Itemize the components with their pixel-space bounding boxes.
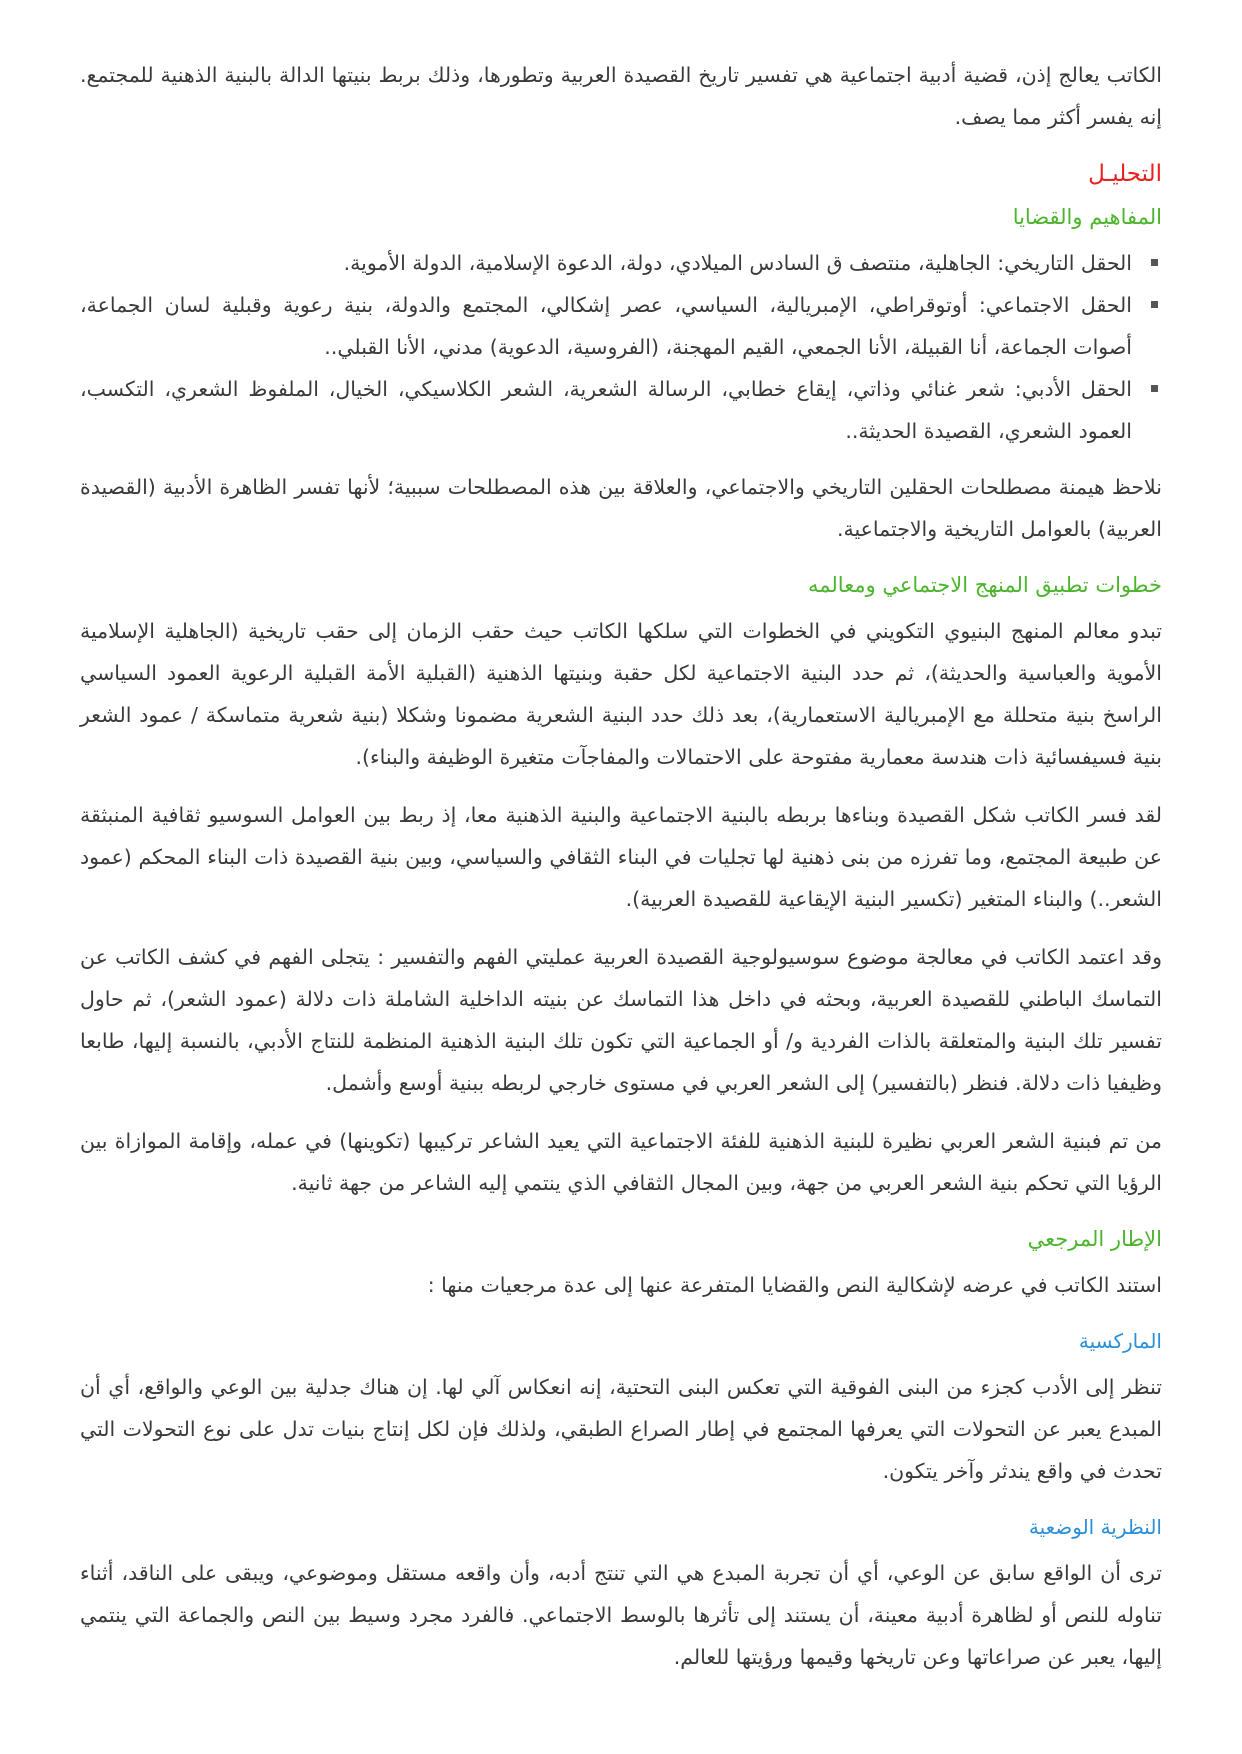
concepts-heading: المفاهيم والقضايا xyxy=(1012,205,1162,229)
list-item-literary-field xyxy=(80,368,1132,452)
steps-heading: خطوات تطبيق المنهج الاجتماعي ومعالمه xyxy=(808,573,1162,597)
concepts-note-paragraph: نلاحظ هيمنة مصطلحات الحقلين التاريخي والاجتماعي، والعلاقة بين هذه المصطلحات سببية؛ لأنها تفسر الظاهرة الأدبية (القصيدة العربية) بالعوامل التاريخية والاجتماعية. xyxy=(80,475,1162,541)
square-bullet-icon xyxy=(1151,385,1158,392)
reference-intro-paragraph: استند الكاتب في عرضه لإشكالية النص والقضايا المتفرعة عنها إلى عدة مرجعيات منها : xyxy=(427,1273,1162,1297)
positivism-heading: النظرية الوضعية xyxy=(1028,1515,1162,1539)
fields-list xyxy=(80,242,1162,452)
list-item-text: الحقل الأدبي: شعر غنائي وذاتي، إيقاع خطابي، الرسالة الشعرية، الشعر الكلاسيكي، الخيال، الملفوظ الشعري، التكسب، العمود الشعري، القصيدة الحديثة.. xyxy=(80,377,1132,443)
list-item-historical-field xyxy=(80,242,1132,284)
reference-heading: الإطار المرجعي xyxy=(1027,1227,1162,1251)
analysis-heading: التحليـل xyxy=(1088,161,1162,187)
list-item-text: الحقل التاريخي: الجاهلية، منتصف ق السادس الميلادي، دولة، الدعوة الإسلامية، الدولة الأموية. xyxy=(343,251,1132,275)
positivism-paragraph: ترى أن الواقع سابق عن الوعي، أي أن تجربة المبدع هي التي تنتج أدبه، وأن واقعه مستقل وموضوعي، ويبقى على الناقد، أثناء تناوله للنص أو لظاهرة أدبية معينة، أن يستند إلى تأثرها بالوسط الاجتماعي. فالفرد مجرد وسيط بين النص والجماعة التي ينتمي إليها، يعبر عن صراعاتها وعن تاريخها وقيمها ورؤيتها للعالم. xyxy=(80,1561,1162,1669)
marxism-paragraph: تنظر إلى الأدب كجزء من البنى الفوقية التي تعكس البنى التحتية، إنه انعكاس آلي لها. إن هناك جدلية بين الوعي والواقع، أي أن المبدع يعبر عن التحولات التي يعرفها المجتمع في إطار الصراع الطبقي، ولذلك فإن لكل إنتاج بنيات تدل على نوع التحولات التي تحدث في واقع يندثر وآخر يتكون. xyxy=(80,1375,1162,1483)
steps-paragraph-3: وقد اعتمد الكاتب في معالجة موضوع سوسيولوجية القصيدة العربية عمليتي الفهم والتفسير : يتجلى الفهم في كشف الكاتب عن التماسك الباطني للقصيدة العربية، وبحثه في داخل هذا التماسك عن بنيته الداخلية الشاملة ذات دلالة (عمود الشعر)، ثم حاول تفسير تلك البنية والمتعلقة بالذات الفردية و/ أو الجماعية التي تكون تلك البنية الذهنية المنظمة للنتاج الأدبي، بالنسبة إليها، طابعا وظيفيا ذات دلالة. فنظر (بالتفسير) إلى الشعر العربي في مستوى خارجي لربطه ببنية أوسع وأشمل. xyxy=(80,945,1162,1095)
list-item-social-field xyxy=(80,284,1132,368)
steps-paragraph-1: تبدو معالم المنهج البنيوي التكويني في الخطوات التي سلكها الكاتب حيث حقب الزمان إلى حقب تاريخية (الجاهلية الإسلامية الأموية والعباسية والحديثة)، ثم حدد البنية الاجتماعية لكل حقبة وبنيتها الذهنية (القبلية الأمة القبلية الرعوية العمود السياسي الراسخ بنية متحللة مع الإمبريالية الاستعمارية)، بعد ذلك حدد البنية الشعرية مضمونا وشكلا (بنية شعرية متماسكة / عمود الشعر بنية فسيفسائية ذات هندسة معمارية مفتوحة على الاحتمالات والمفاجآت متغيرة الوظيفة والبناء). xyxy=(80,619,1162,769)
square-bullet-icon xyxy=(1151,259,1158,266)
marxism-heading: الماركسية xyxy=(1078,1329,1162,1353)
square-bullet-icon xyxy=(1151,301,1158,308)
list-item-text: الحقل الاجتماعي: أوتوقراطي، الإمبريالية، السياسي، عصر إشكالي، المجتمع والدولة، بنية رعوية وقبلية لسان الجماعة، أصوات الجماعة، أنا القبيلة، الأنا الجمعي، القيم المهجنة، (الفروسية، الدعوية) مدني، الأنا القبلي.. xyxy=(80,293,1132,359)
steps-paragraph-2: لقد فسر الكاتب شكل القصيدة وبناءها بربطه بالبنية الاجتماعية والبنية الذهنية معا، إذ ربط بين العوامل السوسيو ثقافية المنبثقة عن طبيعة المجتمع، وما تفرزه من بنى ذهنية لها تجليات في البناء الثقافي والسياسي، وبين بنية القصيدة ذات البناء المحكم (عمود الشعر..) والبناء المتغير (تكسير البنية الإيقاعية للقصيدة العربية). xyxy=(80,803,1162,911)
intro-paragraph: الكاتب يعالج إذن، قضية أدبية اجتماعية هي تفسير تاريخ القصيدة العربية وتطورها، وذلك بربط بنيتها الدالة بالبنية الذهنية للمجتمع. إنه يفسر أكثر مما يصف. xyxy=(80,63,1162,129)
steps-paragraph-4: من تم فبنية الشعر العربي نظيرة للبنية الذهنية للفئة الاجتماعية التي يعيد الشاعر تركيبها (تكوينها) في عمله، وإقامة الموازاة بين الرؤيا التي تحكم بنية الشعر العربي من جهة، وبين المجال الثقافي الذي ينتمي إليه الشاعر من جهة ثانية. xyxy=(80,1129,1162,1195)
